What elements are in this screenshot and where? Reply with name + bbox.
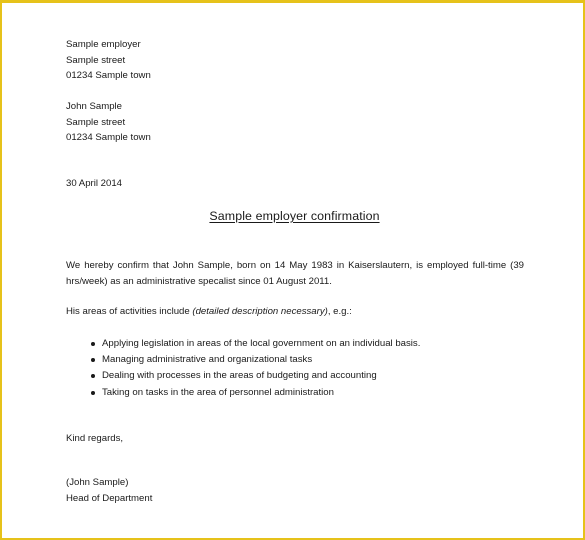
- list-item-text: Managing administrative and organizational tasks: [102, 354, 313, 366]
- sender-street: Sample street: [66, 54, 126, 66]
- recipient-name: John Sample: [66, 101, 122, 112]
- sender-name: Sample employer: [66, 39, 141, 50]
- sender-town: 01234 Sample town: [66, 70, 151, 82]
- list-item-text: Taking on tasks in the area of personnel administration: [102, 386, 334, 398]
- bullet-icon: [91, 391, 95, 395]
- document-title: Sample employer confirmation: [209, 209, 380, 223]
- bullet-icon: [91, 374, 95, 378]
- paragraph-2-italic: (detailed description necessary): [192, 306, 328, 317]
- paragraph-2-suffix: , e.g.:: [327, 306, 352, 317]
- bullet-icon: [91, 358, 95, 362]
- list-item-text: Applying legislation in areas of the local government on an individual basis.: [102, 338, 421, 349]
- paragraph-2-text: His areas of activities include: [66, 306, 193, 317]
- signature-title: Head of Department: [66, 492, 153, 504]
- list-item: [66, 368, 420, 384]
- sender-address: [66, 37, 151, 84]
- signature-name: (John Sample): [66, 477, 129, 488]
- recipient-street: Sample street: [66, 116, 126, 128]
- activities-list: [66, 336, 420, 401]
- signature-block: [66, 475, 152, 506]
- list-item: [66, 336, 420, 352]
- list-item-text: Dealing with processes in the areas of budgeting and accounting: [102, 370, 377, 382]
- body-paragraph-1: We hereby confirm that John Sample, born on 14 May 1983 in Kaiserslautern, is employed full-time (39 hrs/week) as an administrative specalist since 01 August 2011.: [66, 260, 524, 287]
- letter-date: 30 April 2014: [66, 178, 123, 189]
- bullet-icon: [91, 342, 95, 346]
- list-item: [66, 385, 420, 401]
- closing-regards: Kind regards,: [66, 433, 124, 444]
- recipient-town: 01234 Sample town: [66, 132, 151, 144]
- body-paragraph-2: [66, 304, 352, 320]
- recipient-address: [66, 99, 151, 146]
- list-item: [66, 352, 420, 368]
